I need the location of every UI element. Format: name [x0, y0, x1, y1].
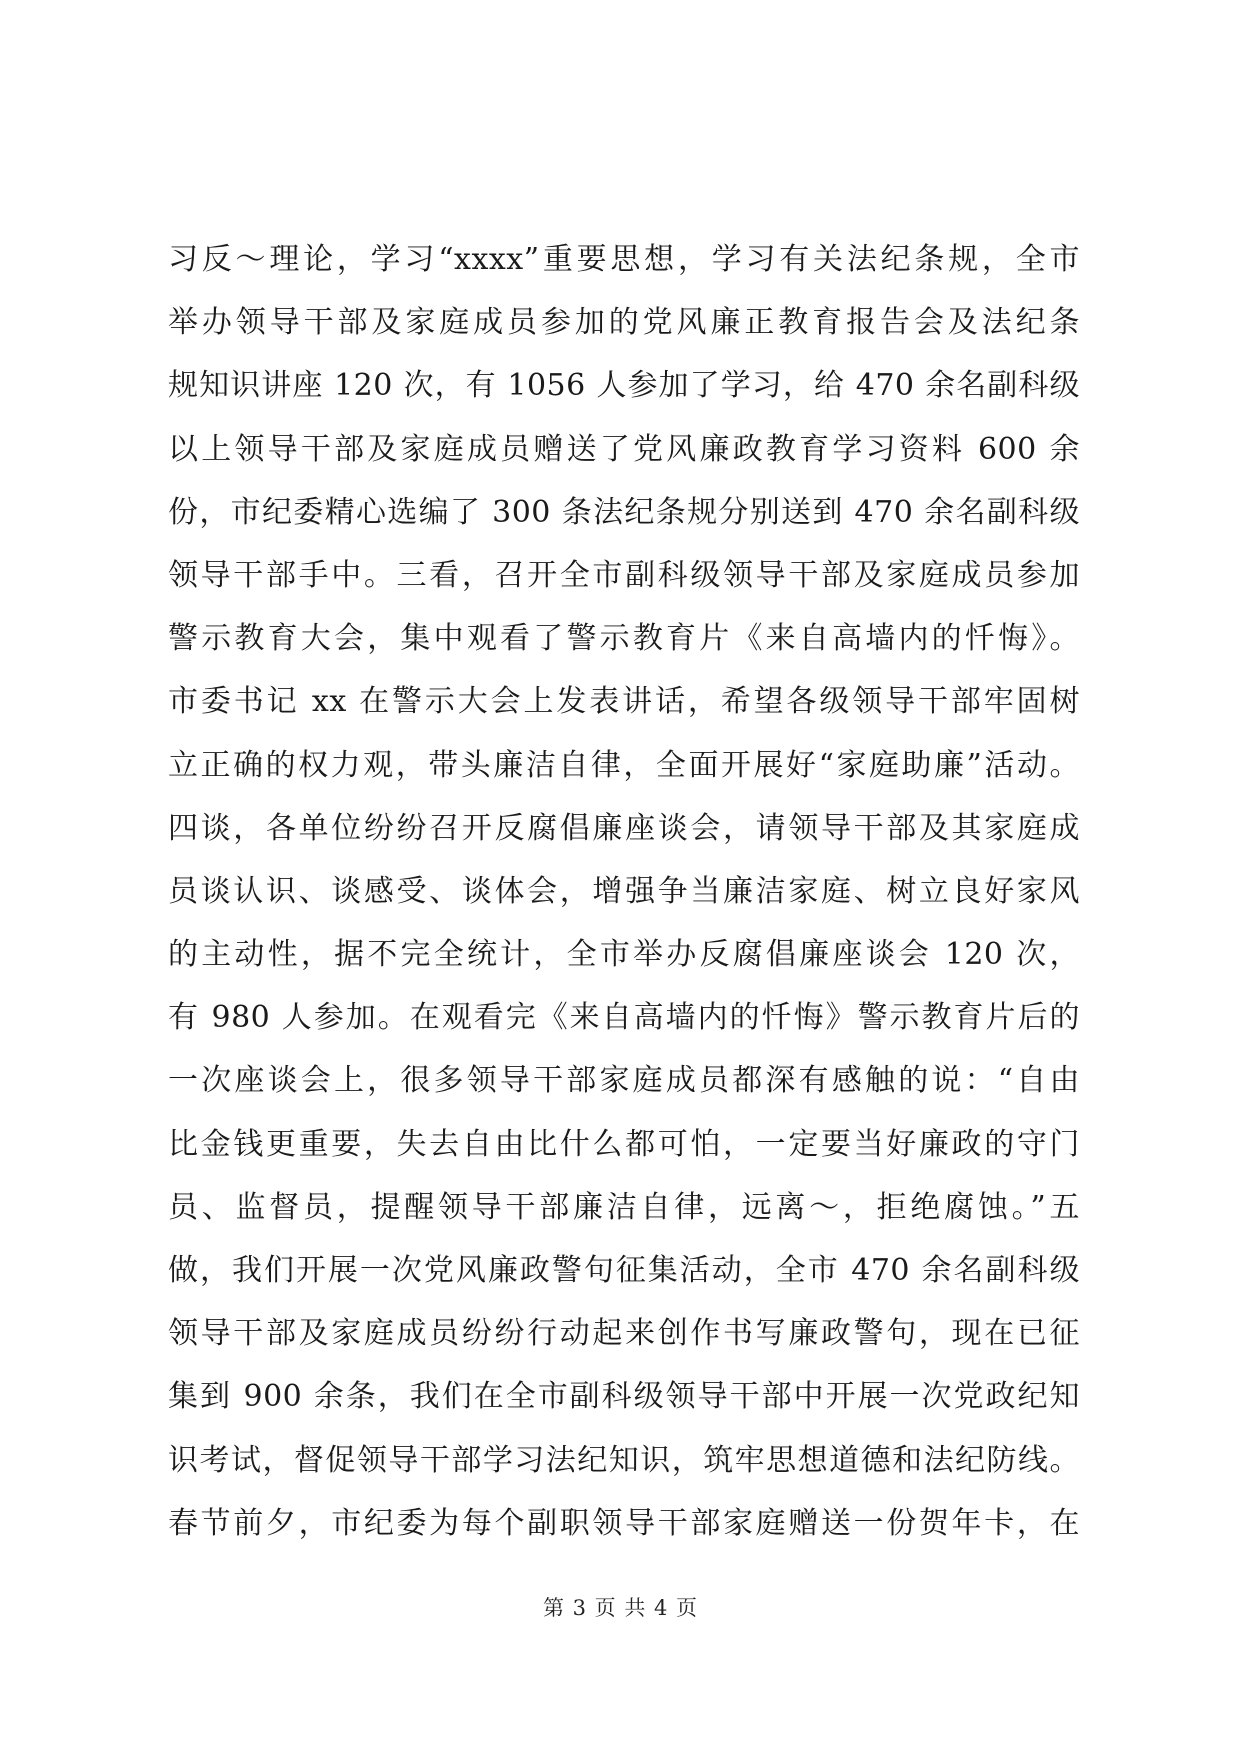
- text-line: 份，市纪委精心选编了 300 条法纪条规分别送到 470 余名副科级: [168, 494, 1080, 530]
- text-line: 举办领导干部及家庭成员参加的党风廉正教育报告会及法纪条: [168, 305, 1080, 341]
- text-line: 警示教育大会，集中观看了警示教育片《来自高墙内的忏悔》。: [168, 621, 1080, 657]
- page-number-footer: 第 3 页 共 4 页: [542, 1596, 699, 1620]
- text-line: 立正确的权力观，带头廉洁自律，全面开展好“家庭助廉”活动。: [168, 747, 1080, 783]
- text-line: 规知识讲座 120 次，有 1056 人参加了学习，给 470 余名副科级: [168, 368, 1080, 404]
- text-line: 四谈，各单位纷纷召开反腐倡廉座谈会，请领导干部及其家庭成: [168, 810, 1080, 846]
- text-line: 比金钱更重要，失去自由比什么都可怕，一定要当好廉政的守门: [168, 1126, 1080, 1162]
- text-line: 一次座谈会上，很多领导干部家庭成员都深有感触的说：“自由: [168, 1063, 1080, 1099]
- text-line: 春节前夕，市纪委为每个副职领导干部家庭赠送一份贺年卡，在: [168, 1505, 1080, 1541]
- text-line: 员、监督员，提醒领导干部廉洁自律，远离～，拒绝腐蚀。”五: [168, 1189, 1080, 1225]
- text-line: 以上领导干部及家庭成员赠送了党风廉政教育学习资料 600 余: [168, 431, 1080, 467]
- text-line: 领导干部手中。三看，召开全市副科级领导干部及家庭成员参加: [168, 557, 1080, 593]
- text-line: 市委书记 xx 在警示大会上发表讲话，希望各级领导干部牢固树: [168, 684, 1080, 720]
- text-line: 员谈认识、谈感受、谈体会，增强争当廉洁家庭、树立良好家风: [168, 873, 1080, 909]
- text-line: 集到 900 余条，我们在全市副科级领导干部中开展一次党政纪知: [168, 1379, 1080, 1415]
- text-line: 识考试，督促领导干部学习法纪知识，筑牢思想道德和法纪防线。: [168, 1442, 1080, 1478]
- text-line: 做，我们开展一次党风廉政警句征集活动，全市 470 余名副科级: [168, 1253, 1080, 1288]
- text-line: 的主动性，据不完全统计，全市举办反腐倡廉座谈会 120 次，: [168, 937, 1080, 973]
- text-line: 有 980 人参加。在观看完《来自高墙内的忏悔》警示教育片后的: [168, 1000, 1080, 1036]
- text-line: 习反～理论，学习“xxxx”重要思想，学习有关法纪条规，全市: [168, 242, 1080, 277]
- text-line: 领导干部及家庭成员纷纷行动起来创作书写廉政警句，现在已征: [168, 1316, 1080, 1352]
- body-text: [168, 228, 1080, 1555]
